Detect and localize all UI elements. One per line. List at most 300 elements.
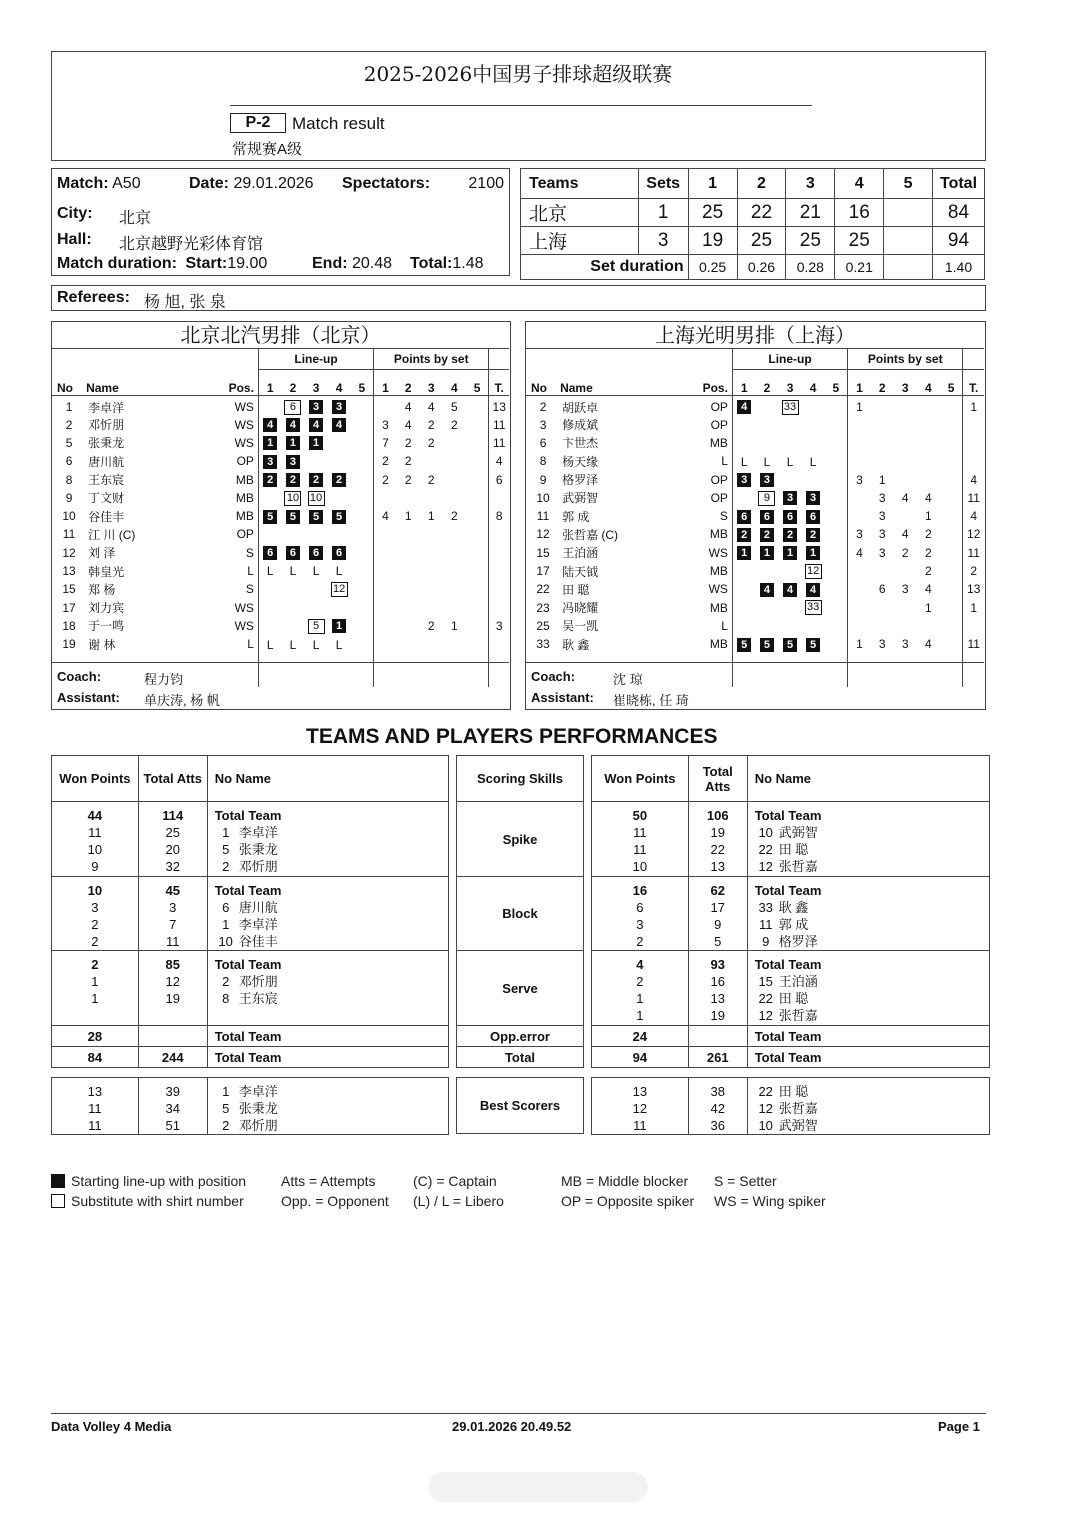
player-name: 李卓洋	[88, 400, 125, 415]
lineup-cell	[802, 617, 825, 635]
set-points	[397, 598, 420, 616]
home-points-header: Points by set	[374, 349, 489, 369]
player-total: 1	[963, 598, 984, 616]
performer-name: 张哲嘉	[778, 1101, 818, 1116]
lineup-cell	[732, 434, 755, 452]
lineup-cell	[755, 598, 778, 616]
skill-spike	[457, 802, 584, 877]
lineup-cell	[825, 617, 848, 635]
set-points	[894, 598, 917, 616]
set-points	[443, 562, 466, 580]
player-position: WS	[234, 618, 254, 633]
set-points	[466, 562, 489, 580]
performer	[755, 899, 989, 916]
won-points-value: 1	[91, 991, 99, 1006]
lineup-cell	[755, 617, 778, 635]
lineup-cell	[351, 525, 374, 543]
home-s2: 22	[737, 199, 786, 227]
set-points: 4	[901, 490, 909, 505]
won-points-value: 1	[91, 974, 99, 989]
set-points	[420, 525, 443, 543]
home-total-row	[52, 1047, 449, 1068]
player-position: L	[247, 564, 254, 579]
perf-away-table	[591, 755, 990, 1135]
home-col-l2: 2	[289, 380, 297, 395]
player-position: MB	[709, 435, 728, 450]
player-position: S	[719, 509, 728, 524]
away-staff	[526, 662, 984, 708]
won-points-cell	[52, 1078, 139, 1135]
player-number: 9	[65, 490, 73, 505]
won-points-value: 11	[88, 1101, 102, 1116]
home-block-block	[52, 877, 449, 951]
total-atts-value	[138, 1026, 207, 1047]
home-col-p3: 3	[427, 380, 435, 395]
player-number: 12	[62, 545, 76, 560]
performer	[755, 824, 989, 841]
lineup-cell	[328, 635, 351, 653]
lineup-cell	[732, 507, 755, 525]
referees-label: Referees:	[57, 289, 130, 306]
lineup-cell	[305, 525, 328, 543]
set-points: 1	[848, 635, 871, 653]
lineup-cell	[732, 562, 755, 580]
set-points: 2	[450, 509, 458, 524]
starting-position-marker: 2	[286, 473, 300, 487]
player-total: 3	[489, 617, 509, 635]
home-player-row	[52, 489, 509, 507]
lineup-cell	[258, 434, 281, 452]
player-position: WS	[234, 435, 254, 450]
set-points	[894, 507, 917, 525]
set-points: 2	[404, 472, 412, 487]
set-points	[894, 395, 917, 416]
player-number: 18	[62, 618, 76, 633]
player-name: 谢 林	[88, 637, 116, 652]
total-team-label: Total Team	[754, 883, 822, 898]
performer-name: 李卓洋	[238, 917, 278, 932]
skill-best-scorers	[457, 1078, 584, 1134]
won-points-value: 44	[87, 808, 103, 823]
lineup-cell	[305, 580, 328, 598]
performer	[755, 1100, 989, 1117]
performer	[755, 916, 989, 933]
player-total	[489, 525, 509, 543]
player-number: 11	[62, 527, 76, 542]
home-serve-block	[52, 951, 449, 1026]
lineup-cell	[755, 580, 778, 598]
set-points	[374, 525, 397, 543]
away-block-block	[592, 877, 990, 951]
performer-name: 邓忻朋	[238, 1118, 278, 1133]
set-points: 2	[427, 435, 435, 450]
set-points	[917, 434, 940, 452]
home-player-row	[52, 434, 509, 452]
set-points	[466, 452, 489, 470]
starting-position-marker: 1	[760, 546, 774, 560]
starting-position-marker: 6	[783, 510, 797, 524]
player-name: 谷佳丰	[88, 509, 125, 524]
libero-marker: L	[809, 454, 817, 469]
set-points	[420, 580, 443, 598]
home-player-row	[52, 525, 509, 543]
lineup-cell	[825, 598, 848, 616]
player-number: 15	[536, 545, 550, 560]
set-points: 2	[404, 454, 412, 469]
home-s5	[884, 199, 933, 227]
lineup-cell	[732, 580, 755, 598]
performer-name: 武弼智	[778, 825, 818, 840]
legend-libero: (L) / L = Libero	[413, 1193, 504, 1209]
away-col-name: Name	[560, 380, 593, 395]
away-total: 94	[933, 227, 985, 255]
duration-total: 1.40	[933, 255, 985, 280]
home-player-row	[52, 507, 509, 525]
player-name: 韩皇光	[88, 564, 125, 579]
player-name: 修成斌	[562, 418, 599, 433]
set-points	[871, 434, 894, 452]
performer	[215, 1100, 448, 1117]
set-points	[374, 617, 397, 635]
home-col-l4: 4	[335, 380, 343, 395]
total-team-label: Total Team	[747, 1047, 989, 1068]
lineup-cell	[258, 395, 281, 416]
player-position: MB	[709, 527, 728, 542]
set-points	[466, 617, 489, 635]
performer-number: 5	[222, 842, 230, 857]
won-points-value: 11	[633, 842, 647, 857]
set-points	[397, 617, 420, 635]
starting-position-marker: 6	[309, 546, 323, 560]
player-list-cell	[207, 951, 448, 1026]
performer-number: 10	[218, 934, 233, 949]
away-col-l3: 3	[786, 380, 794, 395]
away-player-row	[526, 395, 984, 416]
lineup-cell	[779, 544, 802, 562]
away-s4: 25	[835, 227, 884, 255]
performer	[215, 1083, 448, 1100]
away-player-row	[526, 416, 984, 434]
lineup-cell	[755, 635, 778, 653]
home-player-row	[52, 470, 509, 488]
won-points-value: 84	[52, 1047, 139, 1068]
total-atts-value: 244	[138, 1047, 207, 1068]
match-row	[57, 175, 141, 193]
home-player-row	[52, 544, 509, 562]
lineup-cell	[825, 580, 848, 598]
away-col-p5: 5	[947, 380, 955, 395]
player-position: OP	[236, 454, 254, 469]
set-points	[397, 562, 420, 580]
substitute-marker: 12	[805, 564, 822, 579]
libero-marker: L	[289, 564, 297, 579]
lineup-cell	[351, 489, 374, 507]
skills-header	[457, 756, 584, 802]
starting-position-marker: 4	[737, 400, 751, 414]
perf-skills-table	[456, 755, 584, 1134]
set-points	[466, 598, 489, 616]
set-points	[894, 434, 917, 452]
set-points	[940, 434, 963, 452]
lineup-cell	[305, 489, 328, 507]
player-total: 4	[963, 470, 984, 488]
player-name: 刘 泽	[88, 546, 116, 561]
total-atts-value: 3	[169, 900, 177, 915]
lineup-cell	[755, 562, 778, 580]
performer-number: 10	[758, 825, 773, 840]
player-number: 6	[65, 454, 73, 469]
performer-number: 9	[762, 934, 770, 949]
starting-position-marker: 6	[760, 510, 774, 524]
no-name-header: No Name	[747, 756, 989, 802]
player-number: 2	[539, 400, 547, 414]
set-points: 6	[878, 582, 886, 597]
lineup-cell	[802, 507, 825, 525]
home-player-row	[52, 635, 509, 653]
home-coach: 程力钧	[144, 672, 184, 687]
set-points	[940, 452, 963, 470]
player-number: 19	[62, 637, 76, 652]
set-points: 3	[878, 545, 886, 560]
lineup-cell	[732, 395, 755, 416]
total-team-label: Total Team	[214, 808, 282, 823]
set-points	[917, 617, 940, 635]
won-points-value: 2	[636, 934, 644, 949]
lineup-cell	[258, 507, 281, 525]
duration-s2: 0.26	[737, 255, 786, 280]
player-position: MB	[235, 472, 254, 487]
won-points-value: 4	[636, 957, 644, 972]
player-position: MB	[235, 490, 254, 505]
total-atts-value: 16	[710, 974, 725, 989]
set-points	[420, 598, 443, 616]
away-player-row	[526, 507, 984, 525]
total-atts-value: 17	[710, 900, 725, 915]
set-points	[374, 395, 397, 416]
performer-name: 邓忻朋	[238, 859, 278, 874]
set-points	[420, 562, 443, 580]
set-points	[848, 617, 871, 635]
start-label: Start:	[185, 255, 228, 272]
performer-number: 22	[758, 1084, 773, 1099]
lineup-cell	[802, 434, 825, 452]
spectators-label: Spectators:	[342, 175, 431, 192]
won-points-value: 10	[87, 842, 103, 857]
lineup-cell	[351, 617, 374, 635]
total-atts-value: 12	[165, 974, 180, 989]
total-team-label: Total Team	[214, 957, 282, 972]
set-points: 7	[374, 434, 397, 452]
player-name: 田 聪	[562, 582, 590, 597]
set-points	[940, 617, 963, 635]
home-assistant-label: Assistant:	[57, 690, 120, 705]
starting-position-marker: 1	[783, 546, 797, 560]
starting-position-marker: 4	[783, 583, 797, 597]
total-atts-value: 25	[165, 825, 180, 840]
performer-number: 1	[222, 825, 230, 840]
lineup-cell	[328, 544, 351, 562]
starting-position-marker: 6	[806, 510, 820, 524]
set-points	[374, 489, 397, 507]
footer-rule	[51, 1413, 986, 1414]
player-position: WS	[234, 400, 254, 414]
substitute-marker: 12	[331, 582, 348, 597]
player-list-cell	[747, 877, 989, 951]
home-s4: 16	[835, 199, 884, 227]
won-points-value: 10	[87, 883, 103, 898]
player-name: 吴一凯	[562, 619, 599, 634]
away-assistant: 崔晓栋, 任 琦	[613, 693, 689, 708]
performer	[755, 973, 989, 990]
set-points: 2	[924, 545, 932, 560]
total-team-label: Total Team	[754, 808, 822, 823]
skill-best-scorers-label: Best Scorers	[457, 1078, 584, 1134]
starting-position-marker: 5	[309, 510, 323, 524]
set-points	[374, 598, 397, 616]
won-points-value: 2	[91, 917, 99, 932]
set-points	[917, 452, 940, 470]
category: 常规赛A级	[232, 141, 303, 158]
starting-position-marker: 3	[760, 473, 774, 487]
lineup-cell	[351, 562, 374, 580]
won-points-value: 24	[592, 1026, 689, 1047]
legend-setter: S = Setter	[714, 1173, 777, 1189]
home-roster-table	[52, 349, 509, 687]
lineup-cell	[305, 470, 328, 488]
set-points	[940, 416, 963, 434]
performer-number: 1	[222, 1084, 230, 1099]
set-points	[443, 525, 466, 543]
performer	[215, 1117, 448, 1134]
duration-s3: 0.28	[786, 255, 835, 280]
performer	[755, 1007, 989, 1024]
lineup-cell	[258, 580, 281, 598]
player-number: 5	[65, 435, 73, 450]
legend-op: OP = Opposite spiker	[561, 1193, 695, 1209]
away-col-l4: 4	[809, 380, 817, 395]
performer	[215, 841, 448, 858]
home-staff	[52, 662, 509, 708]
won-points-value: 94	[592, 1047, 689, 1068]
lineup-cell	[825, 470, 848, 488]
player-name: 杨天缘	[562, 454, 599, 469]
set-points: 3	[848, 525, 871, 543]
set-points: 4	[924, 582, 932, 597]
lineup-cell	[802, 395, 825, 416]
set-points: 1	[450, 618, 458, 633]
lineup-cell	[258, 489, 281, 507]
lineup-cell	[802, 635, 825, 653]
starting-position-marker: 3	[263, 455, 277, 469]
away-s3: 25	[786, 227, 835, 255]
player-total: 13	[963, 580, 984, 598]
legend-ws: WS = Wing spiker	[714, 1193, 826, 1209]
duration-label: Match duration:	[57, 255, 177, 272]
lineup-cell	[305, 416, 328, 434]
starting-position-marker: 5	[286, 510, 300, 524]
performer-name: 武弼智	[778, 1118, 818, 1133]
performer-number: 12	[758, 859, 773, 874]
performer-number: 6	[222, 900, 230, 915]
set-points: 2	[924, 527, 932, 542]
lineup-cell	[732, 416, 755, 434]
lineup-cell	[779, 452, 802, 470]
lineup-cell	[825, 525, 848, 543]
set-points	[443, 470, 466, 488]
total-atts-value: 51	[165, 1118, 180, 1133]
lineup-cell	[779, 507, 802, 525]
performer-number: 2	[222, 1118, 230, 1133]
hall-value: 北京越野光彩体育馆	[119, 236, 264, 253]
lineup-cell	[779, 434, 802, 452]
away-sets: 3	[638, 227, 688, 255]
set-points	[894, 562, 917, 580]
won-points-value: 13	[87, 1084, 103, 1099]
home-col-total: T.	[489, 369, 509, 395]
away-roster-table	[526, 349, 984, 687]
performer-name: 田 聪	[778, 842, 809, 857]
total-atts-cell	[688, 802, 747, 877]
set-points: 4	[901, 527, 909, 542]
skill-opp-error-label: Opp.error	[457, 1026, 584, 1047]
date-row	[189, 175, 314, 193]
substitute-marker: 10	[308, 491, 325, 506]
performer-name: 邓忻朋	[238, 974, 278, 989]
won-points-header: Won Points	[592, 756, 689, 802]
lineup-cell	[755, 544, 778, 562]
won-points-value: 11	[633, 825, 647, 840]
set-duration-label: Set duration	[521, 255, 689, 280]
lineup-cell	[779, 598, 802, 616]
lineup-cell	[328, 470, 351, 488]
lineup-cell	[258, 525, 281, 543]
lineup-cell	[825, 452, 848, 470]
won-points-value: 11	[633, 1118, 647, 1133]
player-number: 12	[536, 527, 550, 542]
skill-block	[457, 877, 584, 951]
away-total-row	[592, 1047, 990, 1068]
col-set5: 5	[884, 169, 933, 199]
player-total: 11	[963, 635, 984, 653]
total-atts-value: 93	[710, 957, 725, 972]
lineup-cell	[305, 598, 328, 616]
lineup-cell	[281, 580, 304, 598]
set-points	[848, 452, 871, 470]
substitute-marker: 6	[284, 400, 301, 415]
set-points	[848, 580, 871, 598]
set-points	[466, 470, 489, 488]
player-total: 6	[489, 470, 509, 488]
player-number: 23	[536, 600, 550, 615]
city-value: 北京	[119, 210, 152, 227]
lineup-cell	[825, 635, 848, 653]
won-points-value: 1	[636, 991, 644, 1006]
set-points	[374, 580, 397, 598]
lineup-cell	[258, 617, 281, 635]
set-points	[848, 598, 871, 616]
set-points: 4	[404, 400, 412, 414]
lineup-cell	[351, 416, 374, 434]
starting-position-marker: 4	[263, 418, 277, 432]
lineup-cell	[305, 635, 328, 653]
performer-number: 12	[758, 1008, 773, 1023]
duration-row	[57, 255, 267, 273]
lineup-cell	[328, 598, 351, 616]
set-points: 3	[901, 582, 909, 597]
won-points-cell	[52, 951, 139, 1026]
total-atts-value: 45	[165, 883, 180, 898]
player-number: 22	[536, 582, 550, 597]
